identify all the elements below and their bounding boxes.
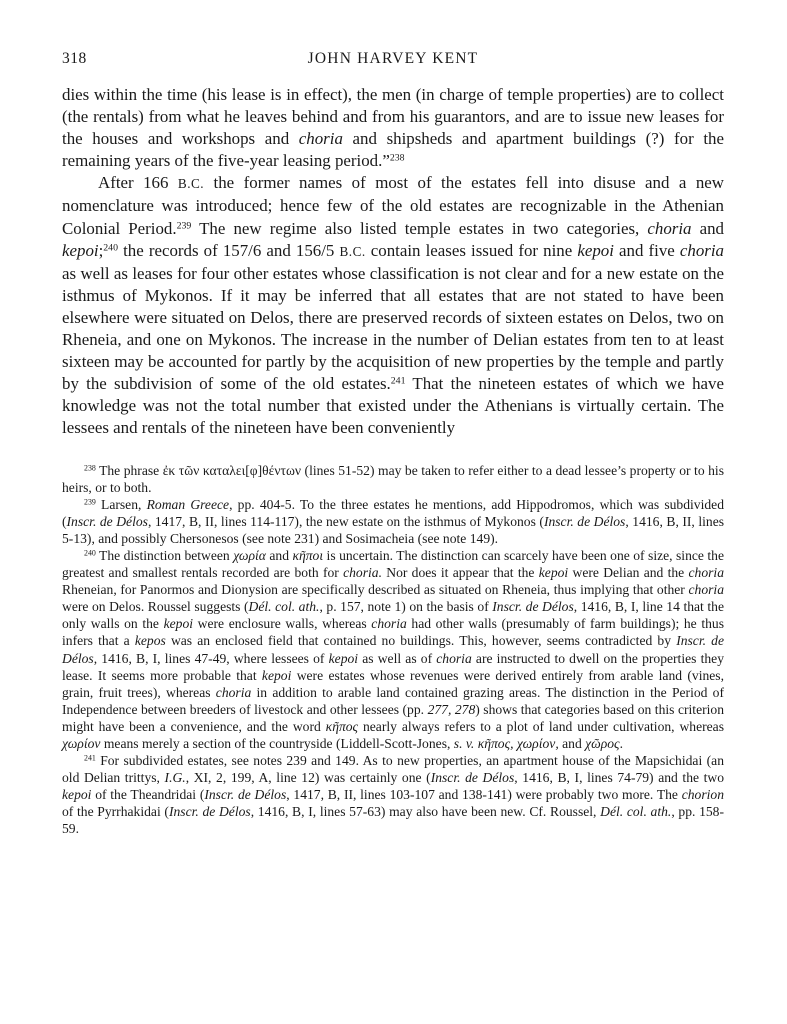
running-title: JOHN HARVEY KENT bbox=[307, 50, 479, 67]
footnote-ref[interactable]: 238 bbox=[389, 152, 405, 164]
footnotes bbox=[62, 462, 724, 838]
footnote-240: $^{240}$ The distinction between χωρία and κῆποι is uncertain. The distinction can scarcely have been one of size, since the greatest and smallest rentals recorded are both for choria. Nor does it appear that the kepoi were Delian and the choria Rheneian, for Panormos and Dionysion are specifically described as situated on Rheneia, thus implying that other choria were on Delos. Roussel suggests (Dél. col. ath., p. 157, note 1) on the basis of Inscr. de Délos, 1416, B, I, line 14 that the only walls on the kepoi were enclosure walls, whereas choria had other walls (presumably of farm buildings); he thus infers that a kepos was an enclosed field that contained no buildings. This, however, seems contradicted by Inscr. de Délos, 1416, B, I, lines 47-49, where lessees of kepoi as well as of choria are instructed to dwell on the properties they lease. It seems more probable that kepoi were estates whose revenues were derived entirely from arable land (vines, grain, fruit trees), whereas choria in addition to arable land contained grazing areas. The distinction in the Period of Independence between breeders of livestock and other lessees (pp. 277, 278) shows that categories based on this criterion might have been a convenience, and the word κῆπος nearly always refers to a plot of land under cultivation, whereas χωρίον means merely a section of the countryside (Liddell-Scott-Jones, s. v. κῆπος, χωρίον, and χῶρος. bbox=[62, 547, 725, 751]
footnote-241: $^{241}$ For subdivided estates, see notes 239 and 149. As to new properties, an apartment house of the Mapsichidai (an old Delian trittys, I.G., XI, 2, 199, A, line 12) was certainly one (Inscr. de Délos, 1416, B, I, lines 74-79) and the two kepoi of the Theandridai (Inscr. de Délos, 1417, B, II, lines 103-107 and 138-141) were probably two more. The chorion of the Pyrrhakidai (Inscr. de Délos, 1416, B, I, lines 57-63) may also have been new. Cf. Roussel, Dél. col. ath., pp. 158-59. bbox=[62, 753, 725, 837]
footnote-ref[interactable]: 241 bbox=[390, 375, 406, 387]
paragraph-1: dies within the time (his lease is in effect), the men (in charge of temple properties) are to collect (the rentals) from what he leaves behind and from his guarantors, and are to issue new leases for the houses and workshops and choria and shipsheds and apartment buildings (?) for the remaining years of the five-year leasing period.”$^{238}$ bbox=[62, 85, 724, 171]
main-text bbox=[62, 84, 724, 440]
footnote-238: $^{238}$ The phrase ἐκ τῶν καταλει[φ]θέντων (lines 51-52) may be taken to refer either to a dead lessee’s property or to his heirs, or to both. bbox=[62, 462, 724, 495]
paragraph-2: After 166 B.C. the former names of most of the estates fell into disuse and a new nomenclature was introduced; hence few of the old estates are recognizable in the Athenian Colonial Period.$^{239}$ The new regime also listed temple estates in two categories, choria and kepoi;$^{240}$ the records of 157/6 and 156/5 B.C. contain leases issued for nine kepoi and five choria as well as leases for four other estates whose classification is not clear and for a new estate on the isthmus of Mykonos. If it may be inferred that all estates that are not stated to have been elsewhere were situated on Delos, there are preserved records of sixteen estates on Delos, two on Rheneia, and one on Mykonos. The increase in the number of Delian estates from ten to at least sixteen may be accounted for partly by the acquisition of new properties by the temple and partly by the subdivision of some of the old estates.$^{241}$ That the nineteen estates of which we have knowledge was not the total number that existed under the Athenians is virtually certain. The lessees and rentals of the nineteen have been conveniently bbox=[62, 173, 724, 438]
footnote-239: $^{239}$ Larsen, Roman Greece, pp. 404-5. To the three estates he mentions, add Hippodromos, which was subdivided (Inscr. de Délos, 1417, B, II, lines 114-117), the new estate on the isthmus of Mykonos (Inscr. de Délos, 1416, B, II, lines 5-13), and possibly Chersonesos (see note 231) and Sosimacheia (see note 149). bbox=[62, 496, 725, 546]
page-header bbox=[62, 50, 724, 76]
footnote-ref[interactable]: 239 bbox=[176, 220, 192, 232]
page bbox=[62, 50, 724, 838]
footnote-ref[interactable]: 240 bbox=[103, 242, 118, 254]
page-number: 318 bbox=[62, 50, 87, 67]
